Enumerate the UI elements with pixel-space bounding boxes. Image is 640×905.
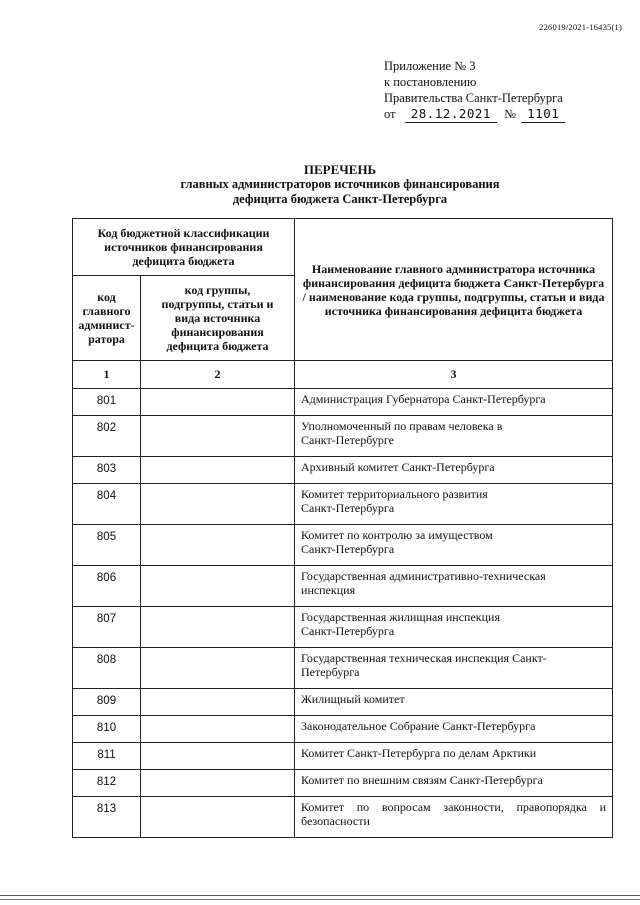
number-prefix: № <box>504 107 517 121</box>
admin-code: 802 <box>73 416 141 457</box>
table-row <box>73 797 613 838</box>
group-code <box>141 566 295 607</box>
admin-name <box>295 416 613 457</box>
group-code <box>141 743 295 770</box>
admin-name: Комитет по внешним связям Санкт-Петербурга <box>295 770 613 797</box>
admin-name: Жилищный комитет <box>295 689 613 716</box>
group-code <box>141 525 295 566</box>
table-row <box>73 689 613 716</box>
admin-name <box>295 648 613 689</box>
table-row <box>73 770 613 797</box>
admin-code: 806 <box>73 566 141 607</box>
admin-name-text: Государственная техническая инспекция Санкт-Петербурга <box>301 651 547 679</box>
admin-name <box>295 566 613 607</box>
table-row <box>73 525 613 566</box>
admin-name <box>295 525 613 566</box>
admin-code: 807 <box>73 607 141 648</box>
group-code <box>141 648 295 689</box>
table-row <box>73 716 613 743</box>
admin-code: 813 <box>73 797 141 838</box>
appendix-date-line <box>384 106 565 123</box>
appendix-line1: Приложение № 3 <box>384 59 476 73</box>
date-prefix: от <box>384 107 396 121</box>
table-row <box>73 607 613 648</box>
document-number: 226019/2021-16435(1) <box>539 22 622 32</box>
header-name <box>295 219 613 361</box>
table-row <box>73 416 613 457</box>
group-code <box>141 689 295 716</box>
admin-name-text: Комитет территориального развития Санкт-Петербурга <box>301 487 488 515</box>
administrators-table <box>72 218 613 838</box>
document-title <box>60 162 620 207</box>
decree-date: 28.12.2021 <box>405 106 497 123</box>
admin-name <box>295 484 613 525</box>
group-code <box>141 770 295 797</box>
admin-name-text: Уполномоченный по правам человека в Санкт-Петербурге <box>301 419 503 447</box>
admin-name: Архивный комитет Санкт-Петербурга <box>295 457 613 484</box>
header-admin-code-text: код главного админист-ратора <box>78 290 135 346</box>
title-line3: дефицита бюджета Санкт-Петербурга <box>232 192 448 206</box>
admin-name: Комитет Санкт-Петербурга по делам Арктики <box>295 743 613 770</box>
page-bottom-edge <box>0 895 640 900</box>
admin-name-text: Государственная административно-техническая инспекция <box>301 569 546 597</box>
group-code <box>141 716 295 743</box>
column-number: 2 <box>141 361 295 389</box>
table-row <box>73 743 613 770</box>
table-row <box>73 457 613 484</box>
header-budget-code-text: Код бюджетной классификации источников финансирования дефицита бюджета <box>97 226 270 268</box>
appendix-line2: к постановлению <box>384 75 477 89</box>
header-name-text: Наименование главного администратора источника финансирования дефицита бюджета Санкт-Петербурга / наименование кода группы, подгруппы, статьи и вида источника финансирования дефицита бюджета <box>302 261 605 318</box>
admin-code: 809 <box>73 689 141 716</box>
table-row <box>73 389 613 416</box>
admin-code: 803 <box>73 457 141 484</box>
header-budget-code <box>73 219 295 276</box>
admin-code: 811 <box>73 743 141 770</box>
header-group-code-text: код группы, подгруппы, статьи и вида источника финансирования дефицита бюджета <box>161 283 274 353</box>
decree-number: 1101 <box>521 106 565 123</box>
admin-code: 801 <box>73 389 141 416</box>
group-code <box>141 484 295 525</box>
admin-name-text: Комитет по контролю за имуществом Санкт-Петербурга <box>301 528 493 556</box>
admin-name-text: Государственная жилищная инспекция Санкт-Петербурга <box>301 610 500 638</box>
table-row <box>73 566 613 607</box>
group-code <box>141 797 295 838</box>
column-number: 3 <box>295 361 613 389</box>
column-numbers-row <box>73 361 613 389</box>
table-row <box>73 648 613 689</box>
group-code <box>141 457 295 484</box>
admin-code: 805 <box>73 525 141 566</box>
column-number: 1 <box>73 361 141 389</box>
admin-name <box>295 607 613 648</box>
appendix-line3: Правительства Санкт-Петербурга <box>384 91 563 105</box>
admin-name: Администрация Губернатора Санкт-Петербурга <box>295 389 613 416</box>
group-code <box>141 607 295 648</box>
group-code <box>141 416 295 457</box>
title-line1: ПЕРЕЧЕНЬ <box>303 162 377 177</box>
admin-name: Законодательное Собрание Санкт-Петербурга <box>295 716 613 743</box>
admin-code: 808 <box>73 648 141 689</box>
table-header-row <box>73 219 613 276</box>
header-group-code <box>141 276 295 361</box>
title-line2: главных администраторов источников финансирования <box>180 177 500 191</box>
table-row <box>73 484 613 525</box>
appendix-block <box>384 58 565 123</box>
header-admin-code <box>73 276 141 361</box>
admin-code: 812 <box>73 770 141 797</box>
admin-code: 810 <box>73 716 141 743</box>
admin-name: Комитет по вопросам законности, правопорядка и безопасности <box>295 797 613 838</box>
group-code <box>141 389 295 416</box>
admin-code: 804 <box>73 484 141 525</box>
